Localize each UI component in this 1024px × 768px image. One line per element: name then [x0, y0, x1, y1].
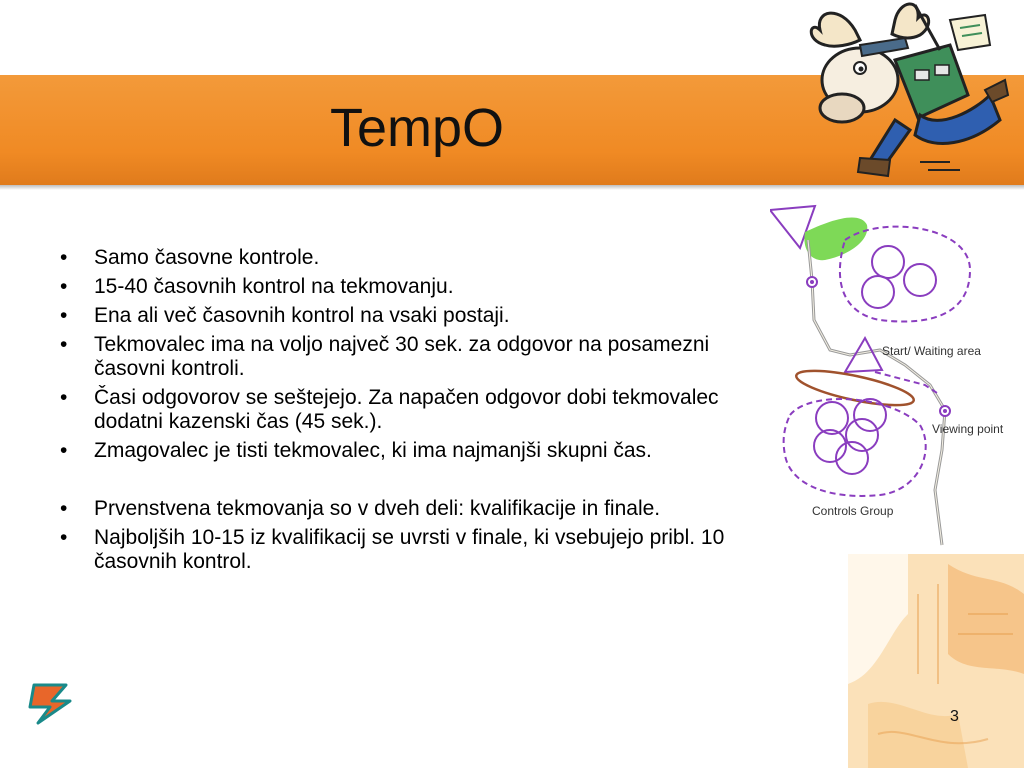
bullet-item: • Najboljših 10-15 iz kvalifikacij se uvrsti v finale, ki vsebujejo pribl. 10 časovnih kontrol.: [56, 526, 768, 574]
slide-title: TempO: [330, 98, 505, 158]
lightning-logo-icon: [26, 683, 76, 725]
viewing-label: Viewing point: [932, 422, 1004, 436]
bullet-item: • Tekmovalec ima na voljo največ 30 sek. za odgovor na posamezni časovni kontroli.: [56, 333, 768, 381]
bullet-item: • 15-40 časovnih kontrol na tekmovanju.: [56, 275, 768, 299]
corner-decoration: [848, 554, 1024, 768]
bullet-item: • Samo časovne kontrole.: [56, 246, 768, 270]
controls-group-label: Controls Group: [812, 504, 894, 518]
bullet-item: • Prvenstvena tekmovanja so v dveh deli: kvalifikacije in finale.: [56, 497, 768, 521]
bullet-item: • Časi odgovorov se seštejejo. Za napačen odgovor dobi tekmovalec dodatni kazenski čas (45 sek.).: [56, 386, 768, 434]
course-diagram: [770, 200, 1024, 552]
bullet-item: • Zmagovalec je tisti tekmovalec, ki ima najmanjši skupni čas.: [56, 439, 768, 463]
bullet-item: • Ena ali več časovnih kontrol na vsaki postaji.: [56, 304, 768, 328]
moose-mascot-icon: [800, 0, 1010, 190]
start-label: Start/ Waiting area: [882, 344, 981, 358]
slide-number: 3: [950, 708, 959, 725]
bullet-list: [56, 246, 768, 579]
